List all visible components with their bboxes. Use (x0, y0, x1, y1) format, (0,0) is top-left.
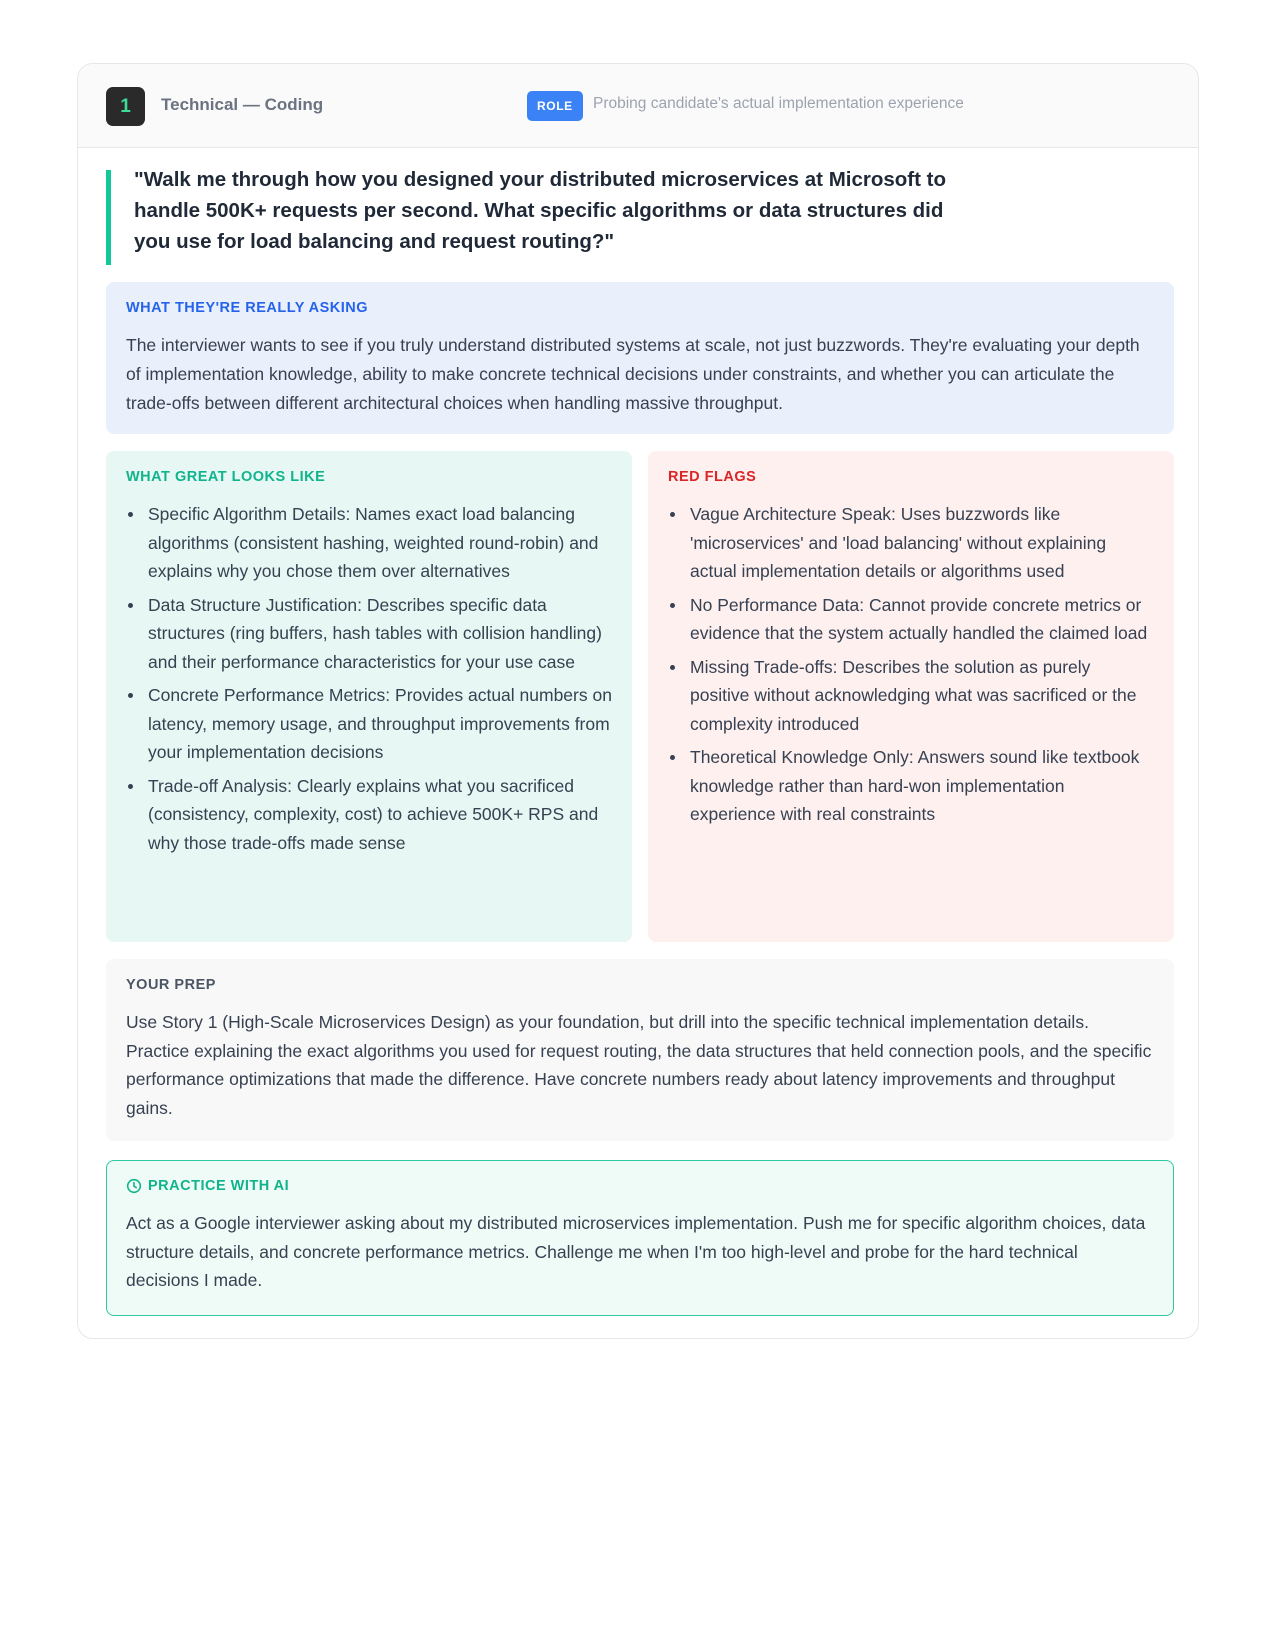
question-text: "Walk me through how you designed your distributed microservices at Microsoft to handle 500K+ requests per second. What specific algorithms or data structures did you use for load balancing and request routing?" (134, 168, 946, 253)
question-category: Technical — Coding (161, 95, 324, 114)
list-item: No Performance Data: Cannot provide concrete metrics or evidence that the system actually handled the claimed load (668, 591, 1154, 648)
really-asking-panel (106, 282, 1174, 434)
list-item: Trade-off Analysis: Clearly explains what you sacrificed (consistency, complexity, cost) to achieve 500K+ RPS and why those trade-offs made sense (126, 772, 612, 858)
list-item: Theoretical Knowledge Only: Answers sound like textbook knowledge rather than hard-won implementation experience with real constraints (668, 743, 1154, 829)
list-item: Data Structure Justification: Describes specific data structures (ring buffers, hash tables with collision handling) and their performance characteristics for your use case (126, 591, 612, 677)
card-header (78, 64, 1198, 148)
red-flags-title: RED FLAGS (668, 469, 757, 485)
list-item: Vague Architecture Speak: Uses buzzwords like 'microservices' and 'load balancing' without explaining actual implementation details or algorithms used (668, 500, 1154, 586)
interview-question (106, 170, 966, 265)
practice-prompt[interactable]: Act as a Google interviewer asking about my distributed microservices implementation. Push me for specific algorithm choices, data structure details, and concrete performance metrics. Challenge me when I'm too high-level and probe for the hard technical decisions I made. (126, 1213, 1146, 1290)
role-badge: ROLE (527, 91, 583, 121)
great-looks-like-title: WHAT GREAT LOOKS LIKE (126, 469, 326, 485)
great-looks-like-list (126, 500, 612, 857)
list-item: Specific Algorithm Details: Names exact load balancing algorithms (consistent hashing, weighted round-robin) and explains why you chose them over alternatives (126, 500, 612, 586)
great-looks-like-panel (106, 451, 632, 942)
your-prep-title: YOUR PREP (126, 977, 216, 993)
your-prep-panel (106, 959, 1174, 1141)
practice-title: PRACTICE WITH AI (148, 1178, 290, 1194)
practice-title-row (126, 1178, 1154, 1194)
red-flags-list (668, 500, 1154, 829)
red-flags-panel (648, 451, 1174, 942)
your-prep-body: Use Story 1 (High-Scale Microservices Design) as your foundation, but drill into the specific technical implementation details. Practice explaining the exact algorithms you used for request routing, the data structures that held connection pools, and the specific performance optimizations that made the difference. Have concrete numbers ready about latency improvements and throughput gains. (126, 1012, 1152, 1118)
clock-icon (126, 1178, 142, 1194)
really-asking-title: WHAT THEY'RE REALLY ASKING (126, 300, 369, 316)
list-item: Concrete Performance Metrics: Provides actual numbers on latency, memory usage, and throughput improvements from your implementation decisions (126, 681, 612, 767)
really-asking-body: The interviewer wants to see if you truly understand distributed systems at scale, not just buzzwords. They're evaluating your depth of implementation knowledge, ability to make concrete technical decisions under constraints, and whether you can articulate the trade-offs between different architectural choices when handling massive throughput. (126, 335, 1140, 413)
question-card (77, 63, 1199, 1339)
practice-with-ai-panel[interactable] (106, 1160, 1174, 1316)
question-number: 1 (106, 87, 145, 126)
role-description: Probing candidate's actual implementation experience (593, 95, 964, 112)
list-item: Missing Trade-offs: Describes the solution as purely positive without acknowledging what was sacrificed or the complexity introduced (668, 653, 1154, 739)
